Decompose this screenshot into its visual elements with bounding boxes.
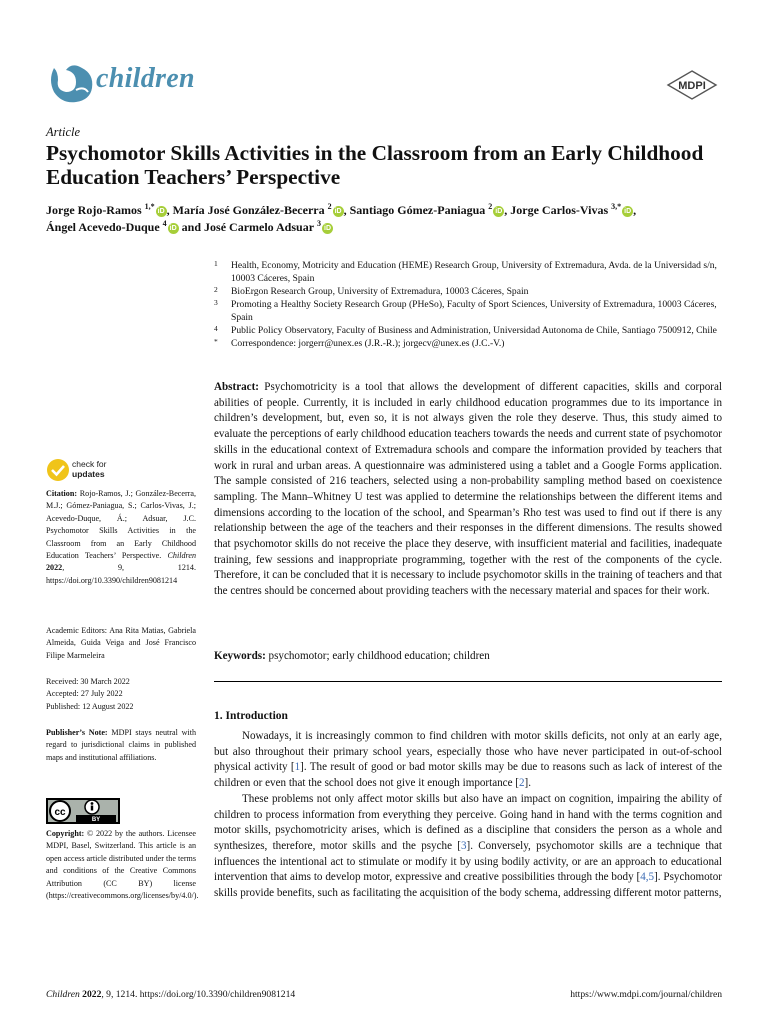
journal-logo-icon bbox=[46, 60, 96, 106]
keywords-label: Keywords: bbox=[214, 650, 266, 662]
orcid-icon[interactable]: iD bbox=[157, 208, 165, 215]
footer-journal-url[interactable]: https://www.mdpi.com/journal/children bbox=[570, 989, 722, 1000]
abstract bbox=[214, 380, 722, 600]
orcid-icon[interactable]: iD bbox=[334, 208, 342, 215]
citation-block: Citation: Rojo-Ramos, J.; González-Becerra, M.J.; Gómez-Paniagua, S.; Carlos-Vivas, J.; Acevedo-Duque, Á.; Adsuar, J.C. Psychomotor Skills Activities in the Classroom from an Early Childhood Education Teachers’ Perspective. Children 2022, 9, 1214. https://doi.org/10.3390/children9081214 bbox=[46, 489, 196, 585]
affiliation: 1 Health, Economy, Motricity and Education (HEME) Research Group, University of Extremadura, Avda. de la Universidad s/n, 10003 Cáceres, Spain bbox=[214, 259, 717, 284]
citation-link[interactable]: 3 bbox=[460, 839, 467, 852]
citation-link[interactable]: 2 bbox=[519, 777, 525, 790]
published-date: Published: 12 August 2022 bbox=[46, 701, 134, 711]
mdpi-logo-icon bbox=[666, 70, 718, 100]
copyright-notice: Copyright: © 2022 by the authors. Licensee MDPI, Basel, Switzerland. This article is an open access article distributed under the terms and conditions of the Creative Commons Attribution (CC BY) license (https://creativecommons.org/licenses/by/4.0/). bbox=[46, 829, 199, 901]
svg-text:BY: BY bbox=[91, 817, 101, 823]
correspondence: * Correspondence: jorgerr@unex.es (J.R.-R.); jorgecv@unex.es (J.C.-V.) bbox=[214, 337, 505, 349]
affiliation: 4 Public Policy Observatory, Faculty of Business and Administration, Universidad Autonoma de Chile, Santiago 7500912, Chile bbox=[214, 324, 717, 336]
abstract-text: Psychomotricity is a tool that allows the development of different capacities, skills and corporal abilities of people. Currently, it is included in early childhood education programmes due to its importance in children’s development, but, even so, it is not always given the role they deserve. Thus, this study aimed to evaluate the perceptions of early childhood education teachers towards the needs and current state of psychomotor skills in the educational context of Extremadura schools and compare the information provided by teachers that work in rural and urban areas. A questionnaire was administered using a tablet and a Google Forms application. The sample consisted of 216 teachers, selected using a non-probability sampling method based on coexistence sampling. The Mann–Whitney U test was applied to determine the relationships between the different items and dimensions according to the location of the school, and Spearman’s Rho test was used to find out if there is any relationship between the age of the teachers and their responses in the different dimensions. The results showed that psychomotor skills do not receive the place they deserve, with insufficient material and facilities, inadequate training, few sessions and inappropriate programming, together with the rest of the components of the cycle. Therefore, it can be concluded that it is necessary to include psychomotor skills in the training of teachers and that the centres should be concerned about providing teachers with the necessary material and spaces for their work. bbox=[214, 381, 722, 598]
author: María José González-Becerra bbox=[172, 203, 325, 217]
check-updates-icon bbox=[46, 458, 70, 482]
cc-by-license-badge[interactable] bbox=[46, 798, 120, 824]
orcid-icon[interactable]: iD bbox=[324, 225, 332, 232]
keywords: Keywords: psychomotor; early childhood education; children bbox=[214, 650, 490, 662]
author: José Carmelo Adsuar bbox=[204, 220, 315, 234]
article-type: Article bbox=[46, 125, 81, 139]
journal-name: children bbox=[96, 63, 195, 94]
publisher-note: Publisher’s Note: MDPI stays neutral with regard to jurisdictional claims in published maps and institutional affiliations. bbox=[46, 728, 197, 762]
svg-text:cc: cc bbox=[54, 807, 66, 818]
section-divider bbox=[214, 681, 722, 682]
check-for-updates-button[interactable]: check for updates bbox=[46, 458, 176, 484]
citation-link[interactable]: 1 bbox=[294, 761, 301, 774]
author: Jorge Carlos-Vivas bbox=[510, 203, 609, 217]
abstract-label: Abstract: bbox=[214, 381, 259, 393]
mdpi-logo-text: MDPI bbox=[678, 80, 706, 92]
orcid-icon[interactable]: iD bbox=[495, 208, 503, 215]
orcid-icon[interactable]: iD bbox=[169, 225, 177, 232]
author: Santiago Gómez-Paniagua bbox=[349, 203, 486, 217]
citation-link[interactable]: 4,5 bbox=[640, 871, 655, 884]
article-title: Psychomotor Skills Activities in the Classroom from an Early Childhood Education Teachers’ Perspective bbox=[46, 141, 704, 189]
section-heading: 1. Introduction bbox=[214, 710, 288, 722]
author: Jorge Rojo-Ramos bbox=[46, 203, 142, 217]
orcid-icon[interactable]: iD bbox=[624, 208, 632, 215]
paragraph: These problems not only affect motor skills but also have an impact on cognition, impairing the ability of children to process information from everything they perceive. Going hand in hand with the terms cognition and motor skills, psychomotricity arises, which is defined as a discipline that considers the person as a whole and synthesizes, therefore, motor skills and the psyche [3]. Conversely, psychomotor skills are a technique that influences the intentional act to stimulate or modify it by using bodily activity, or are an approach to educational intervention that aims to develop motor, expressive and creative possibilities through the body [4,5]. Psychomotor skills provide benefits, such as facilitating the acquisition of the body schema, addressing different motor patterns, bbox=[214, 792, 722, 900]
paragraph: Nowadays, it is increasingly common to find children with motor skills deficits, not only at an early age, but also throughout their primary school years, especially those who have never participated in out-of-school physical activity [1]. The result of good or bad motor skills may be due to reasons such as lack of interest of the children or even that the school does not give it enough importance [2]. bbox=[214, 730, 722, 790]
affiliation: 2 BioErgon Research Group, University of Extremadura, 10003 Cáceres, Spain bbox=[214, 285, 529, 297]
author-list: Jorge Rojo-Ramos $^{1,*}$iD , María José González-Becerra $^2$iD , Santiago Gómez-Paniagua $^2$iD , Jorge Carlos-Vivas $^{3,*}$iD , Ángel Acevedo-Duque $^4$iD and José Carmelo Adsuar $^3$iD bbox=[46, 202, 637, 234]
received-date: Received: 30 March 2022 bbox=[46, 677, 130, 686]
dates bbox=[46, 676, 196, 713]
accepted-date: Accepted: 27 July 2022 bbox=[46, 689, 123, 699]
author: Ángel Acevedo-Duque bbox=[46, 220, 160, 234]
academic-editors: Academic Editors: Ana Rita Matias, Gabriela Almeida, Guida Veiga and José Francisco Filipe Marmeleira bbox=[46, 626, 196, 660]
introduction-body bbox=[214, 729, 722, 902]
footer-citation: Children 2022, 9, 1214. https://doi.org/10.3390/children9081214 bbox=[46, 989, 296, 1000]
affiliation: 3 Promoting a Healthy Society Research Group (PHeSo), Faculty of Sport Sciences, University of Extremadura, 10003 Cáceres, Spain bbox=[214, 298, 717, 323]
affiliations bbox=[214, 259, 726, 350]
cc-by-icon bbox=[46, 798, 120, 824]
